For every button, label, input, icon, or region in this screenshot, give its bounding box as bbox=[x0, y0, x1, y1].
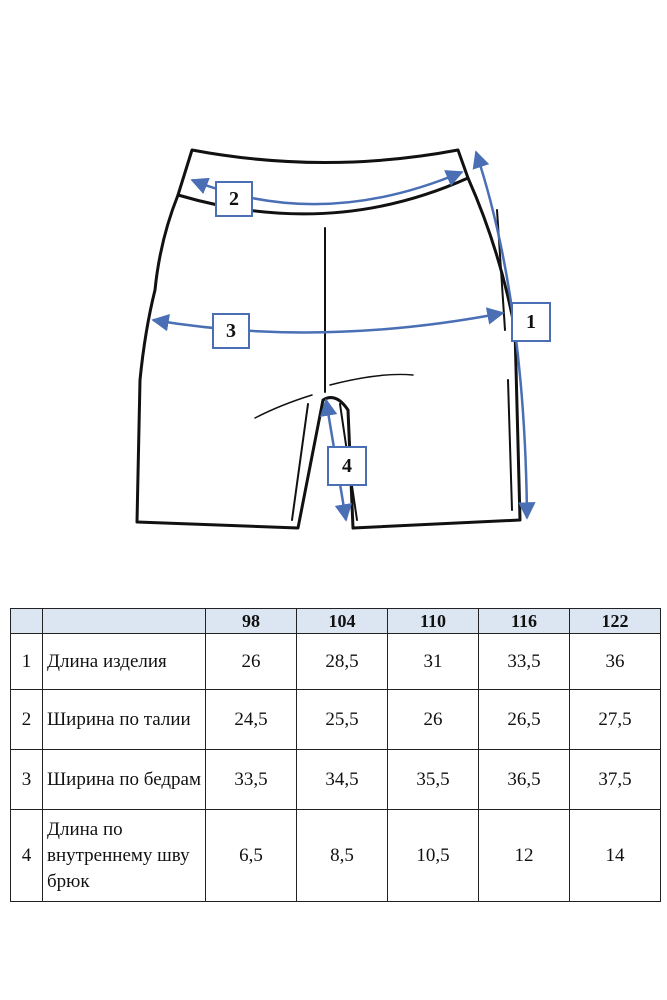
table-cell: 26 bbox=[206, 634, 297, 690]
header-row bbox=[11, 609, 661, 634]
marker-waist: 2 bbox=[215, 181, 253, 217]
table-cell: 28,5 bbox=[297, 634, 388, 690]
marker-hips: 3 bbox=[212, 313, 250, 349]
table-cell: 27,5 bbox=[570, 690, 661, 750]
table-cell: 25,5 bbox=[297, 690, 388, 750]
table-row bbox=[11, 750, 661, 810]
table-row bbox=[11, 634, 661, 690]
table-cell: 31 bbox=[388, 634, 479, 690]
table-cell: 36,5 bbox=[479, 750, 570, 810]
table-cell: 6,5 bbox=[206, 810, 297, 902]
table-row bbox=[11, 690, 661, 750]
header-empty-num bbox=[11, 609, 43, 634]
table-cell: 37,5 bbox=[570, 750, 661, 810]
table-cell: 26,5 bbox=[479, 690, 570, 750]
table-cell: 35,5 bbox=[388, 750, 479, 810]
row-number: 4 bbox=[11, 810, 43, 902]
row-label: Длина изделия bbox=[43, 634, 206, 690]
table-cell: 10,5 bbox=[388, 810, 479, 902]
marker-inseam: 4 bbox=[327, 446, 367, 486]
row-label: Ширина по бедрам bbox=[43, 750, 206, 810]
size-header: 116 bbox=[479, 609, 570, 634]
table-cell: 8,5 bbox=[297, 810, 388, 902]
size-chart-table bbox=[10, 608, 661, 902]
arrow-hips bbox=[153, 313, 503, 332]
table-cell: 33,5 bbox=[479, 634, 570, 690]
row-number: 3 bbox=[11, 750, 43, 810]
row-number: 1 bbox=[11, 634, 43, 690]
row-number: 2 bbox=[11, 690, 43, 750]
table-cell: 33,5 bbox=[206, 750, 297, 810]
table-cell: 12 bbox=[479, 810, 570, 902]
table-cell: 14 bbox=[570, 810, 661, 902]
marker-length: 1 bbox=[511, 302, 551, 342]
table-cell: 36 bbox=[570, 634, 661, 690]
size-header: 110 bbox=[388, 609, 479, 634]
table-cell: 26 bbox=[388, 690, 479, 750]
size-header: 98 bbox=[206, 609, 297, 634]
table-cell: 34,5 bbox=[297, 750, 388, 810]
row-label: Длина по внутреннему шву брюк bbox=[43, 810, 206, 902]
row-label: Ширина по талии bbox=[43, 690, 206, 750]
table-cell: 24,5 bbox=[206, 690, 297, 750]
header-empty-label bbox=[43, 609, 206, 634]
size-header: 104 bbox=[297, 609, 388, 634]
size-header: 122 bbox=[570, 609, 661, 634]
table-row bbox=[11, 810, 661, 902]
